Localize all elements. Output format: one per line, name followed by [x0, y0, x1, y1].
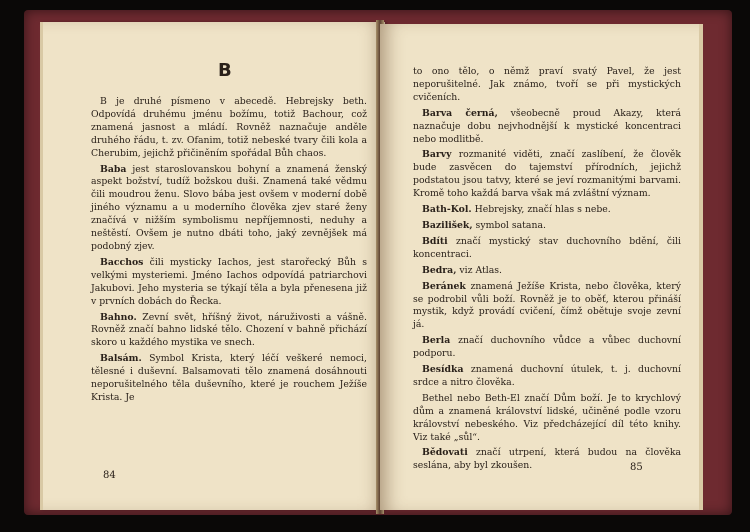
left-page [40, 22, 385, 510]
entry-berla: Berla značí duchovního vůdce a vůbec duchovní podporu. [413, 335, 681, 360]
entry-term: Barvy [422, 149, 452, 161]
entry-term: Berla [422, 335, 451, 347]
entry-bahno: Bahno. Zevní svět, hříšný život, náruživosti a vášně. Rovněž značí bahno lidské tělo. Chození v bahně přichází skoro u každého mystika ve snech. [91, 311, 367, 349]
right-page [380, 24, 703, 510]
continuation-paragraph: to ono tělo, o němž praví svatý Pavel, že jest neporušitelné. Jak známo, tvoří se při mystických cvičeních. [413, 66, 681, 103]
entry-beranek: Beránek znamená Ježíše Krista, nebo člověka, který se podrobil vůli boží. Rovněž je to oběť, kterou přináší mystik, když provádí cvičení, čímž obětuje svoje zevní já. [413, 280, 681, 331]
entry-term: Bacchos [100, 256, 144, 268]
entry-bath-kol: Bath-Kol. Hebrejsky, značí hlas s nebe. [422, 204, 611, 216]
page-number: 85 [630, 462, 643, 473]
page-number: 84 [103, 470, 116, 481]
entry-term: Bědovati [422, 447, 468, 459]
section-letter: B [218, 60, 232, 81]
entry-barva-cerna: Barva černá, všeobecně proud Akazy, která naznačuje dobu nejvhodnější k mystické koncentraci nebo modlitbě. [413, 107, 681, 145]
entry-term: Balsám. [100, 353, 142, 365]
entry-balsam: Balsám. Symbol Krista, který léčí veškeré nemoci, tělesné i duševní. Balsamovati tělo znamená dosáhnouti neporušitelného těla duševního, které je rouchem Ježíše Krista. Je [91, 353, 367, 403]
entry-bedovati: Bědovati značí utrpení, která budou na člověka seslána, aby byl zkoušen. [413, 447, 681, 472]
entry-term: Beránek [422, 280, 466, 292]
entry-bazilisek: Bazilišek, symbol satana. [422, 219, 546, 231]
entry-besidka: Besídka znamená duchovní útulek, t. j. duchovní srdce a nitro člověka. [413, 364, 681, 388]
entry-bethel: Bethel nebo Beth-El značí Dům boží. Je to krychlový dům a znamená království lidské, učiněné podle vzoru království nebeského. Viz předcházející díl této knihy. Viz také „sůl“. [413, 392, 681, 443]
entry-term: Bdíti [422, 235, 448, 247]
entry-term: Bedra, [422, 264, 457, 276]
entry-term: Barva černá, [422, 107, 498, 119]
entry-term: Bath-Kol. [422, 204, 472, 216]
entry-term: Besídka [422, 364, 464, 376]
entry-bditi: Bdíti značí mystický stav duchovního bdění, čili koncentraci. [413, 235, 681, 260]
right-page-text [413, 66, 681, 476]
entry-term: Baba [100, 163, 127, 175]
entry-paragraph: B je druhé písmeno v abecedě. Hebrejsky beth. Odpovídá druhému jménu božímu, totiž Bachour, což znamená jasnost a mládí. Rovněž naznačuje anděle druhého řádu, t. zv. Ofanim, totiž nebeské tvary čili kola a Cherubim, jejichž přičiněním spořádal Bůh chaos. [91, 96, 367, 159]
entry-baba: Baba jest staroslovanskou bohyní a znamená ženský aspekt božství, tudíž božskou duši. Znamená také vědmu čili moudrou ženu. Slovo bába jest ovšem v moderní době jiného významu a u moderního člověka zjev staré ženy značívá v nižším symbolismu nepříjemnosti, neduhy a neštěstí. Ovšem je nutno dbáti toho, jaký zevnějšek má podobný zjev. [91, 163, 367, 252]
entry-term: Bazilišek, [422, 219, 473, 231]
entry-barvy: Barvy rozmanité viděti, značí zaslíbení, že člověk bude zasvěcen do tajemství přírodních, jejichž podstatou jsou tatvy, které se jeví rozmanitými barvami. Kromě toho každá barva však má zvláštní význam. [413, 149, 681, 200]
entry-term: Bahno. [100, 311, 137, 323]
entry-bedra: Bedra, viz Atlas. [422, 264, 503, 276]
entry-bacchos: Bacchos čili mysticky Iachos, jest starořecký Bůh s velkými mysteriemi. Jméno Iachos odpovídá patriarchovi Jakubovi. Jeho mysteria se týkají těla a byla přenesena již v prvních dobách do Řecka. [91, 256, 367, 307]
left-page-text [91, 96, 367, 408]
